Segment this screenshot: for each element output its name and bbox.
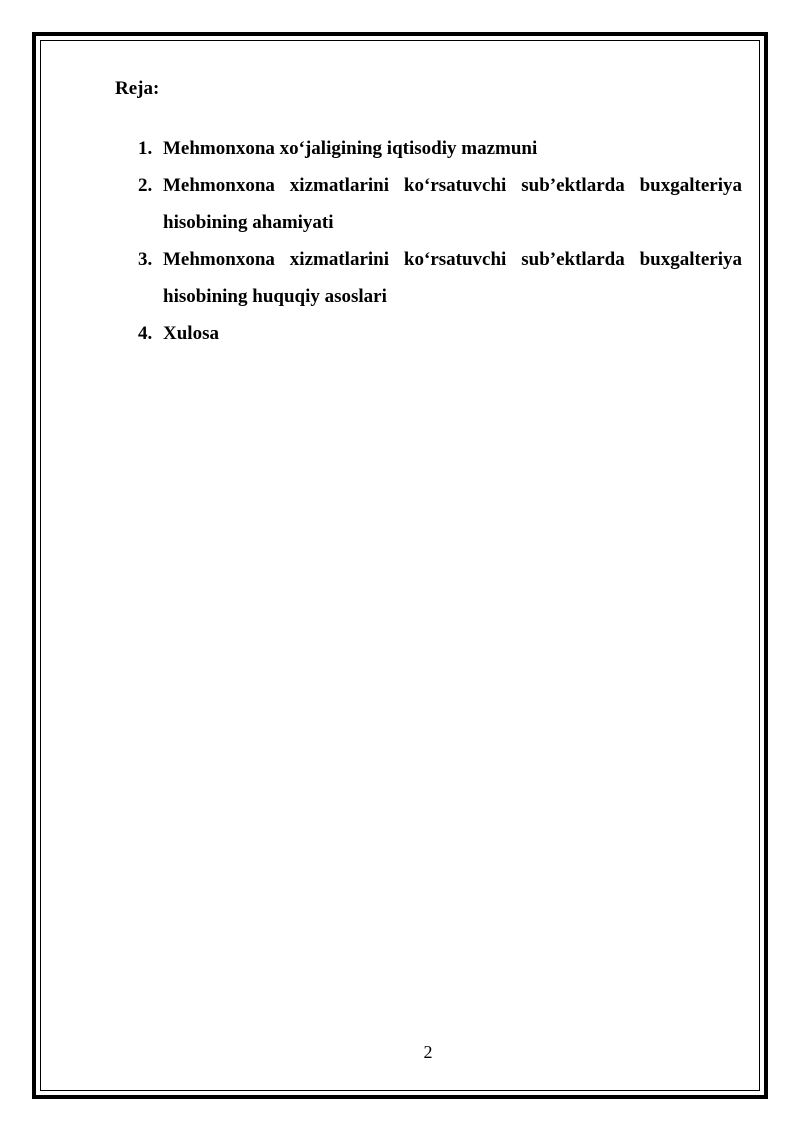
plan-item-text: Xulosa	[163, 323, 219, 344]
plan-item-number: 3.	[138, 249, 153, 270]
plan-item-text: Mehmonxona xizmatlarini ko‘rsatuvchi sub’ektlarda buxgalteriya hisobining huquqiy asoslari	[163, 249, 742, 307]
plan-item-2	[138, 167, 742, 241]
plan-item-text: Mehmonxona xo‘jaligining iqtisodiy mazmuni	[163, 138, 538, 159]
plan-item-text: Mehmonxona xizmatlarini ko‘rsatuvchi sub’ektlarda buxgalteriya hisobining ahamiyati	[163, 175, 742, 233]
plan-item-4	[138, 315, 742, 352]
plan-item-1	[138, 130, 742, 167]
plan-list	[138, 130, 742, 352]
page-number: 2	[423, 1042, 433, 1062]
plan-item-number: 2.	[138, 175, 153, 196]
plan-item-number: 1.	[138, 138, 153, 159]
plan-item-3	[138, 241, 742, 315]
plan-item-number: 4.	[138, 323, 153, 344]
plan-heading: Reja:	[115, 78, 160, 99]
